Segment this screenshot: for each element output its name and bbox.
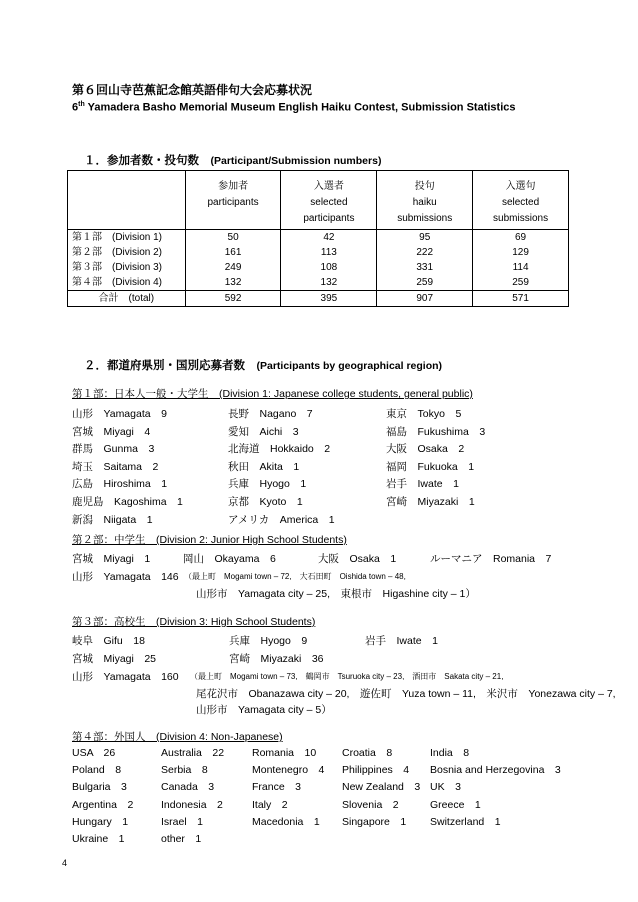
table-cell: 95: [377, 230, 473, 246]
list-item: アメリカ America 1: [228, 513, 335, 526]
list-item: 福岡 Fukuoka 1: [386, 460, 475, 473]
list-item: 山形 Yamagata 146: [72, 571, 179, 583]
list-item: 広島 Hiroshima 1: [72, 478, 168, 491]
stats-table: [67, 170, 569, 307]
col-header-en: submissions: [473, 211, 569, 230]
list-item: 宮崎 Miyazaki 1: [386, 496, 475, 508]
table-cell: 331: [377, 260, 473, 275]
table-cell: 69: [473, 230, 569, 246]
list-item: Canada 3: [161, 781, 215, 794]
div1-title: [72, 386, 473, 401]
title-ordinal-suffix: th: [78, 101, 85, 108]
list-item: 新潟 Niigata 1: [72, 513, 153, 526]
list-item: 福島 Fukushima 3: [386, 425, 486, 438]
col-header-en: haiku: [377, 195, 473, 211]
div1-title-ja: 第１部：日本人一般・大学生: [72, 388, 209, 400]
detail-text: 尾花沢市 Obanazawa city – 20, 遊佐町 Yuza town – 11, 米沢市 Yonezawa city – 7,: [196, 688, 616, 700]
title-ordinal: 6: [72, 101, 79, 114]
list-item: 大阪 Osaka 2: [386, 443, 465, 456]
col-header-en: participants: [281, 211, 377, 230]
table-cell: 259: [377, 275, 473, 291]
div1-title-en: (Division 1: Japanese college students, general public): [219, 388, 473, 400]
section2-heading-ja: ２．都道府県別・国別応募者数: [84, 358, 245, 372]
col-header-en: selected: [473, 195, 569, 211]
list-item: Macedonia 1: [252, 815, 320, 828]
list-item: 京都 Kyoto 1: [228, 496, 303, 508]
page-title-ja: 第６回山寺芭蕉記念館英語俳句大会応募状況: [72, 83, 313, 97]
col-header: 入選者: [281, 171, 377, 196]
table-header-row: [68, 195, 569, 211]
total-label: 合計 (total): [68, 291, 186, 307]
section1-heading-ja: １．参加者数・投句数: [84, 153, 199, 167]
list-item: ルーマニア Romania 7: [430, 553, 552, 565]
col-header-en: [185, 211, 281, 230]
list-item: other 1: [161, 833, 202, 845]
table-cell: 259: [473, 275, 569, 291]
list-item: 長野 Nagano 7: [228, 408, 313, 420]
row-label: 第２部 (Division 2): [68, 245, 186, 260]
table-cell: 114: [473, 260, 569, 275]
list-item: New Zealand 3: [342, 781, 421, 794]
table-cell: 129: [473, 245, 569, 260]
list-item: 岡山 Okayama 6: [183, 553, 276, 565]
list-item: 宮城 Miyagi 4: [72, 425, 151, 438]
list-item: 秋田 Akita 1: [228, 460, 300, 473]
table-cell: 50: [185, 230, 281, 246]
col-header-en: submissions: [377, 211, 473, 230]
list-item: 岩手 Iwate 1: [365, 635, 438, 647]
list-item: 宮崎 Miyazaki 36: [229, 653, 324, 665]
table-cell: 132: [281, 275, 377, 291]
list-item: Israel 1: [161, 815, 204, 828]
table-row: [68, 245, 569, 260]
list-item: Ukraine 1: [72, 833, 125, 845]
list-item: 兵庫 Hyogo 1: [228, 478, 307, 491]
table-cell: 395: [281, 291, 377, 307]
list-item: 山形 Yamagata 9: [72, 408, 167, 420]
list-item: 埼玉 Saitama 2: [72, 460, 159, 473]
row-label: 第１部 (Division 1): [68, 230, 186, 246]
table-cell: 249: [185, 260, 281, 275]
list-item: Switzerland 1: [430, 815, 501, 828]
list-item: Slovenia 2: [342, 798, 399, 811]
section2-heading: [84, 357, 442, 373]
list-item: Australia 22: [161, 747, 225, 759]
table-total-row: [68, 291, 569, 307]
table-cell: 113: [281, 245, 377, 260]
list-item: 宮城 Miyagi 25: [72, 653, 157, 665]
div4-title: [72, 729, 283, 744]
list-item: Bulgaria 3: [72, 781, 127, 794]
list-item: Italy 2: [252, 798, 288, 811]
list-item: Philippines 4: [342, 764, 410, 777]
div4-title-ja: 第４部：外国人: [72, 731, 146, 743]
col-header-en: selected: [281, 195, 377, 211]
list-item: Poland 8: [72, 764, 122, 777]
list-item: USA 26: [72, 747, 116, 759]
table-cell: 42: [281, 230, 377, 246]
list-item: 宮城 Miyagi 1: [72, 553, 151, 565]
list-item: Croatia 8: [342, 747, 393, 759]
div2-title-en: (Division 2: Junior High School Students): [156, 534, 347, 546]
table-cell: 222: [377, 245, 473, 260]
list-item: 大阪 Osaka 1: [318, 553, 397, 565]
div4-title-en: (Division 4: Non-Japanese): [156, 731, 283, 743]
section1-heading-en: (Participant/Submission numbers): [210, 155, 382, 167]
list-item: Romania 10: [252, 747, 317, 759]
col-header-en: participants: [185, 195, 281, 211]
div3-title-ja: 第３部：高校生: [72, 616, 146, 628]
list-item: Argentina 2: [72, 798, 134, 811]
title-en-text: Yamadera Basho Memorial Museum English Haiku Contest, Submission Statistics: [87, 101, 516, 114]
list-item: UK 3: [430, 781, 461, 794]
div2-title-ja: 第２部：中学生: [72, 534, 146, 546]
list-item: Bosnia and Herzegovina 3: [430, 764, 561, 777]
detail-text: 山形市 Yamagata city – 5）: [196, 704, 332, 716]
list-item: 兵庫 Hyogo 9: [229, 635, 308, 647]
list-item: 北海道 Hokkaido 2: [228, 443, 331, 456]
page-title-en: [72, 101, 515, 114]
section1-heading: [84, 152, 381, 168]
div2-title: [72, 532, 347, 547]
table-row: [68, 230, 569, 246]
list-item: Hungary 1: [72, 815, 129, 828]
table-cell: 571: [473, 291, 569, 307]
col-header: 投句: [377, 171, 473, 196]
list-item: 鹿児島 Kagoshima 1: [72, 496, 183, 508]
list-item: 東京 Tokyo 5: [386, 408, 462, 420]
div3-title-en: (Division 3: High School Students): [156, 616, 316, 628]
div3-title: [72, 614, 315, 629]
list-item: Greece 1: [430, 798, 481, 811]
detail-text: （最上町 Mogami town – 73, 鶴岡市 Tsuruoka city – 23, 酒田市 Sakata city – 21,: [190, 672, 504, 681]
list-item: Indonesia 2: [161, 798, 223, 811]
list-item: 岐阜 Gifu 18: [72, 635, 145, 647]
col-header: 参加者: [185, 171, 281, 196]
table-cell: 132: [185, 275, 281, 291]
detail-text: 山形市 Yamagata city – 25, 東根市 Higashine city – 1）: [196, 588, 476, 600]
table-row: [68, 275, 569, 291]
table-header-row: [68, 211, 569, 230]
table-cell: 161: [185, 245, 281, 260]
list-item: France 3: [252, 781, 302, 794]
page-number: 4: [62, 858, 68, 868]
list-item: 愛知 Aichi 3: [228, 425, 299, 438]
list-item: Serbia 8: [161, 764, 208, 777]
section2-heading-en: (Participants by geographical region): [256, 360, 443, 372]
list-item: Montenegro 4: [252, 764, 325, 777]
row-label: 第３部 (Division 3): [68, 260, 186, 275]
list-item: India 8: [430, 747, 470, 759]
table-cell: 907: [377, 291, 473, 307]
table-row: [68, 260, 569, 275]
table-cell: 592: [185, 291, 281, 307]
detail-text: （最上町 Mogami town – 72, 大石田町 Oishida town – 48,: [184, 572, 406, 581]
table-cell: 108: [281, 260, 377, 275]
list-item: 群馬 Gunma 3: [72, 443, 155, 456]
list-item: Singapore 1: [342, 815, 407, 828]
list-item: 岩手 Iwate 1: [386, 478, 459, 491]
table-header-row: [68, 171, 569, 196]
list-item: 山形 Yamagata 160: [72, 671, 179, 683]
row-label: 第４部 (Division 4): [68, 275, 186, 291]
col-header: 入選句: [473, 171, 569, 196]
